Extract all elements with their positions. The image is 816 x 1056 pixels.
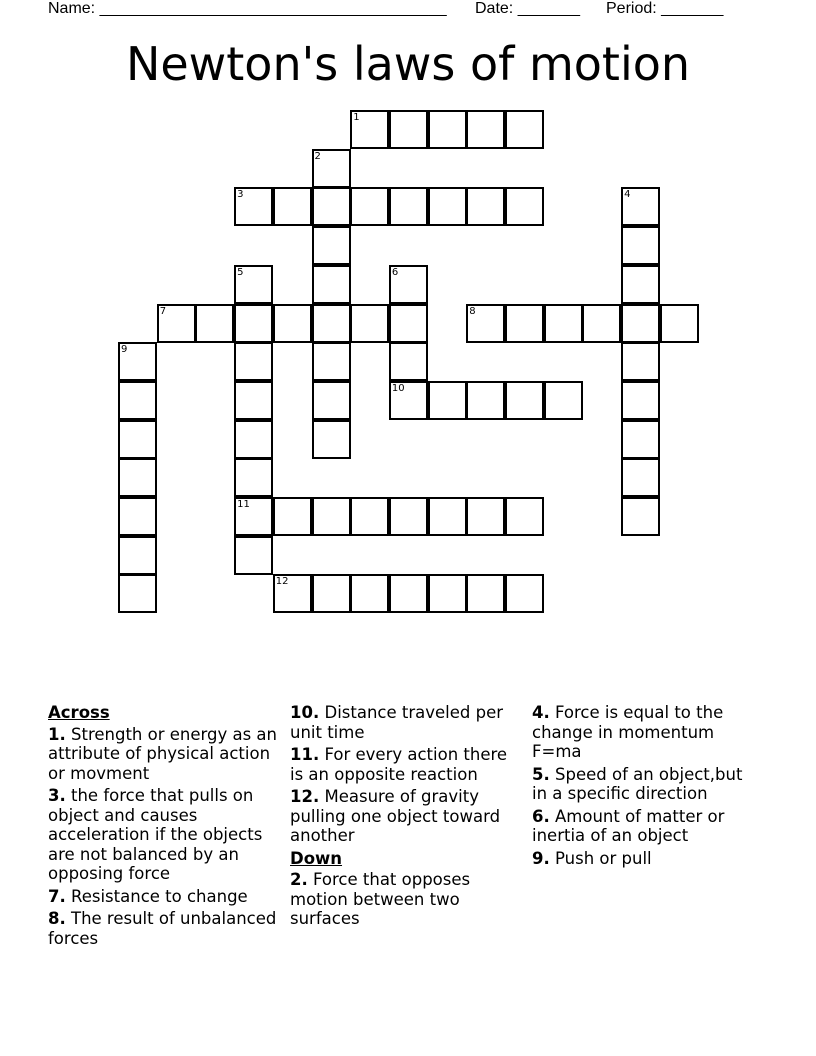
clues-column-2: [290, 703, 525, 932]
crossword-cell[interactable]: [118, 420, 157, 459]
clue-across-11: 11. For every action there is an opposite reaction: [290, 745, 508, 784]
clue-number-label: 12: [275, 576, 289, 588]
crossword-cell[interactable]: [582, 304, 621, 343]
crossword-cell[interactable]: [621, 304, 660, 343]
crossword-cell[interactable]: [389, 304, 428, 343]
crossword-cell[interactable]: [312, 265, 351, 304]
clue-number-label: 5: [237, 266, 244, 278]
clue-number-label: 10: [391, 382, 405, 394]
name-field-label: Name: _______________________________________: [48, 0, 447, 17]
clue-number-label: 6: [391, 266, 399, 278]
crossword-cell[interactable]: [621, 226, 660, 265]
clue-number-label: 7: [159, 305, 167, 317]
clues-column-1: [48, 703, 288, 951]
crossword-cell[interactable]: [234, 420, 273, 459]
crossword-cell[interactable]: [466, 187, 505, 226]
crossword-cell[interactable]: [118, 574, 157, 613]
crossword-cell[interactable]: [505, 574, 544, 613]
crossword-cell[interactable]: [389, 110, 428, 149]
crossword-cell[interactable]: [273, 304, 312, 343]
crossword-cell[interactable]: [389, 187, 428, 226]
crossword-cell[interactable]: [118, 381, 157, 420]
crossword-cell[interactable]: [389, 574, 428, 613]
page-title: Newton's laws of motion: [125, 37, 691, 91]
across-heading: Across: [48, 703, 110, 722]
crossword-cell[interactable]: [428, 497, 467, 536]
crossword-cell[interactable]: [428, 574, 467, 613]
clue-number-label: 1: [353, 112, 360, 123]
clue-number-label: 8: [469, 305, 476, 317]
period-field-label: Period: _______: [606, 0, 724, 17]
crossword-cell[interactable]: [273, 497, 312, 536]
crossword-cell[interactable]: [505, 110, 544, 149]
crossword-cell[interactable]: [350, 304, 389, 343]
crossword-cell[interactable]: [350, 574, 389, 613]
crossword-cell[interactable]: [118, 458, 157, 497]
clue-across-10: 10. Distance traveled per unit time: [290, 703, 504, 742]
crossword-cell[interactable]: [118, 497, 157, 536]
clue-number-label: 4: [624, 189, 631, 201]
crossword-cell[interactable]: [234, 342, 273, 381]
crossword-cell[interactable]: [505, 304, 544, 343]
clue-across-12: 12. Measure of gravity pulling one object toward another: [290, 787, 501, 845]
crossword-cell[interactable]: [428, 110, 467, 149]
clue-number-label: 3: [237, 189, 244, 201]
crossword-cell[interactable]: [544, 381, 583, 420]
crossword-cell[interactable]: [505, 381, 544, 420]
down-heading: Down: [290, 848, 343, 868]
crossword-cell[interactable]: [312, 226, 351, 265]
clue-down-5: 5. Speed of an object,but in a specific direction: [532, 764, 743, 803]
crossword-cell[interactable]: [350, 497, 389, 536]
crossword-cell[interactable]: [234, 536, 273, 575]
crossword-cell[interactable]: [428, 381, 467, 420]
crossword-cell[interactable]: [312, 497, 351, 536]
crossword-cell[interactable]: [312, 381, 351, 420]
crossword-cell[interactable]: [466, 574, 505, 613]
crossword-cell[interactable]: [621, 497, 660, 536]
crossword-cell[interactable]: [312, 187, 351, 226]
crossword-cell[interactable]: [621, 420, 660, 459]
crossword-cell[interactable]: [428, 187, 467, 226]
clue-across-3: 3. the force that pulls on object and causes acceleration if the objects are not balanced by an opposing force: [48, 786, 263, 883]
clue-number-label: 9: [121, 344, 128, 356]
crossword-cell[interactable]: [621, 381, 660, 420]
clue-across-7: 7. Resistance to change: [48, 886, 248, 906]
crossword-cell[interactable]: [350, 187, 389, 226]
crossword-cell[interactable]: [505, 187, 544, 226]
crossword-cell[interactable]: [621, 265, 660, 304]
crossword-cell[interactable]: [389, 497, 428, 536]
crossword-cell[interactable]: [312, 304, 351, 343]
crossword-cell[interactable]: [234, 381, 273, 420]
clue-down-9: 9. Push or pull: [532, 848, 652, 868]
clue-across-1: 1. Strength or energy as an attribute of physical action or movment: [48, 724, 278, 783]
crossword-cell[interactable]: [312, 342, 351, 381]
clue-number-label: 11: [237, 499, 250, 510]
clue-down-4: 4. Force is equal to the change in momentum F=ma: [532, 703, 724, 761]
clue-down-2: 2. Force that opposes motion between two surfaces: [290, 870, 471, 928]
crossword-cell[interactable]: [621, 458, 660, 497]
crossword-cell[interactable]: [118, 536, 157, 575]
crossword-cell[interactable]: [544, 304, 583, 343]
crossword-cell[interactable]: [312, 574, 351, 613]
crossword-cell[interactable]: [466, 110, 505, 149]
crossword-cell[interactable]: [234, 458, 273, 497]
crossword-cell[interactable]: [273, 187, 312, 226]
crossword-cell[interactable]: [389, 342, 428, 381]
crossword-cell[interactable]: [234, 304, 273, 343]
crossword-cell[interactable]: [312, 420, 351, 459]
crossword-cell[interactable]: [621, 342, 660, 381]
crossword-cell[interactable]: [505, 497, 544, 536]
clues-column-3: [532, 703, 762, 871]
crossword-cell[interactable]: [466, 381, 505, 420]
date-field-label: Date: _______: [475, 0, 580, 17]
clue-down-6: 6. Amount of matter or inertia of an object: [532, 806, 725, 845]
crossword-cell[interactable]: [195, 304, 234, 343]
clue-number-label: 2: [314, 150, 321, 162]
crossword-cell[interactable]: [466, 497, 505, 536]
crossword-cell[interactable]: [660, 304, 699, 343]
clue-across-8: 8. The result of unbalanced forces: [48, 909, 277, 948]
